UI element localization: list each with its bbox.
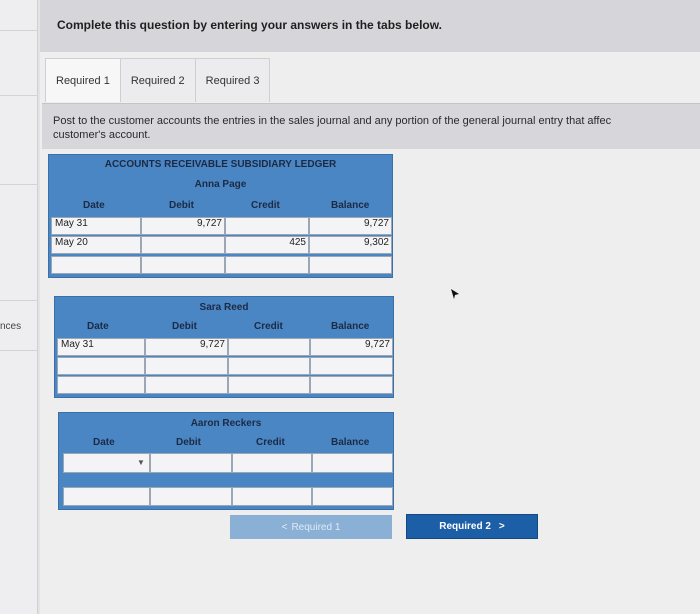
previous-button[interactable] — [230, 515, 392, 539]
credit-input[interactable] — [228, 338, 310, 356]
tab-required-1[interactable]: Required 1 — [45, 58, 121, 102]
date-input[interactable]: May 20 — [51, 236, 141, 254]
instruction-line-1: Post to the customer accounts the entries in the sales journal and any portion of the general journal entry that affec — [53, 115, 612, 127]
page-title: Complete this question by entering your answers in the tabs below. — [57, 18, 442, 32]
divider — [0, 30, 38, 31]
balance-input[interactable] — [312, 487, 393, 506]
balance-header: Balance — [331, 321, 370, 332]
debit-input[interactable] — [150, 487, 232, 506]
tab-required-2[interactable]: Required 2 — [121, 58, 196, 102]
date-header: Date — [87, 321, 109, 332]
tab-required-3[interactable]: Required 3 — [196, 58, 271, 102]
debit-header: Debit — [176, 437, 201, 448]
debit-input[interactable]: 9,727 — [145, 338, 228, 356]
instruction-line-2: customer's account. — [53, 129, 151, 141]
instruction-box — [42, 103, 700, 149]
next-button-label: Required 2 — [439, 521, 491, 532]
credit-header: Credit — [254, 321, 283, 332]
balance-input[interactable]: 9,727 — [309, 217, 392, 235]
next-button[interactable] — [406, 514, 538, 539]
divider — [0, 95, 38, 96]
date-input[interactable]: May 31 — [57, 338, 145, 356]
balance-input[interactable] — [310, 376, 393, 394]
debit-input[interactable] — [150, 453, 232, 473]
credit-input[interactable]: 425 — [225, 236, 309, 254]
tab-bar — [45, 58, 270, 102]
mouse-cursor-icon — [450, 288, 460, 300]
date-input[interactable] — [57, 357, 145, 375]
debit-input[interactable] — [145, 357, 228, 375]
date-input[interactable] — [63, 487, 150, 506]
date-input[interactable]: May 31 — [51, 217, 141, 235]
debit-header: Debit — [169, 200, 194, 211]
credit-input[interactable] — [232, 487, 312, 506]
credit-header: Credit — [251, 200, 280, 211]
debit-input[interactable] — [141, 236, 225, 254]
divider — [0, 184, 38, 185]
balance-input[interactable] — [310, 357, 393, 375]
divider — [0, 350, 38, 351]
debit-input[interactable]: 9,727 — [141, 217, 225, 235]
credit-input[interactable] — [228, 357, 310, 375]
credit-input[interactable] — [228, 376, 310, 394]
credit-input[interactable] — [232, 453, 312, 473]
date-input[interactable] — [57, 376, 145, 394]
balance-input[interactable] — [309, 256, 392, 274]
instruction-text — [53, 114, 700, 142]
chevron-right-icon: > — [498, 521, 505, 532]
ledger-sara-reed — [54, 296, 394, 398]
debit-input[interactable] — [145, 376, 228, 394]
balance-header: Balance — [331, 200, 370, 211]
ledger-aaron-reckers — [58, 412, 394, 510]
customer-name: Aaron Reckers — [190, 418, 262, 429]
debit-input[interactable] — [141, 256, 225, 274]
question-header — [40, 0, 700, 52]
previous-button-label: Required 1 — [291, 521, 341, 533]
chevron-left-icon: < — [281, 521, 288, 533]
divider — [0, 300, 38, 301]
date-input[interactable] — [51, 256, 141, 274]
customer-name: Anna Page — [194, 179, 247, 190]
ledger-title: ACCOUNTS RECEIVABLE SUBSIDIARY LEDGER — [104, 159, 337, 170]
credit-input[interactable] — [225, 256, 309, 274]
balance-input[interactable] — [312, 453, 393, 473]
date-header: Date — [83, 200, 105, 211]
balance-header: Balance — [331, 437, 370, 448]
credit-header: Credit — [256, 437, 285, 448]
chevron-down-icon[interactable]: ▼ — [137, 458, 145, 467]
balance-input[interactable]: 9,302 — [309, 236, 392, 254]
date-header: Date — [93, 437, 115, 448]
side-label: nces — [0, 321, 22, 332]
customer-name: Sara Reed — [199, 302, 249, 313]
left-strip — [0, 0, 38, 614]
balance-input[interactable]: 9,727 — [310, 338, 393, 356]
credit-input[interactable] — [225, 217, 309, 235]
ledger-anna-page — [48, 154, 393, 278]
debit-header: Debit — [172, 321, 197, 332]
